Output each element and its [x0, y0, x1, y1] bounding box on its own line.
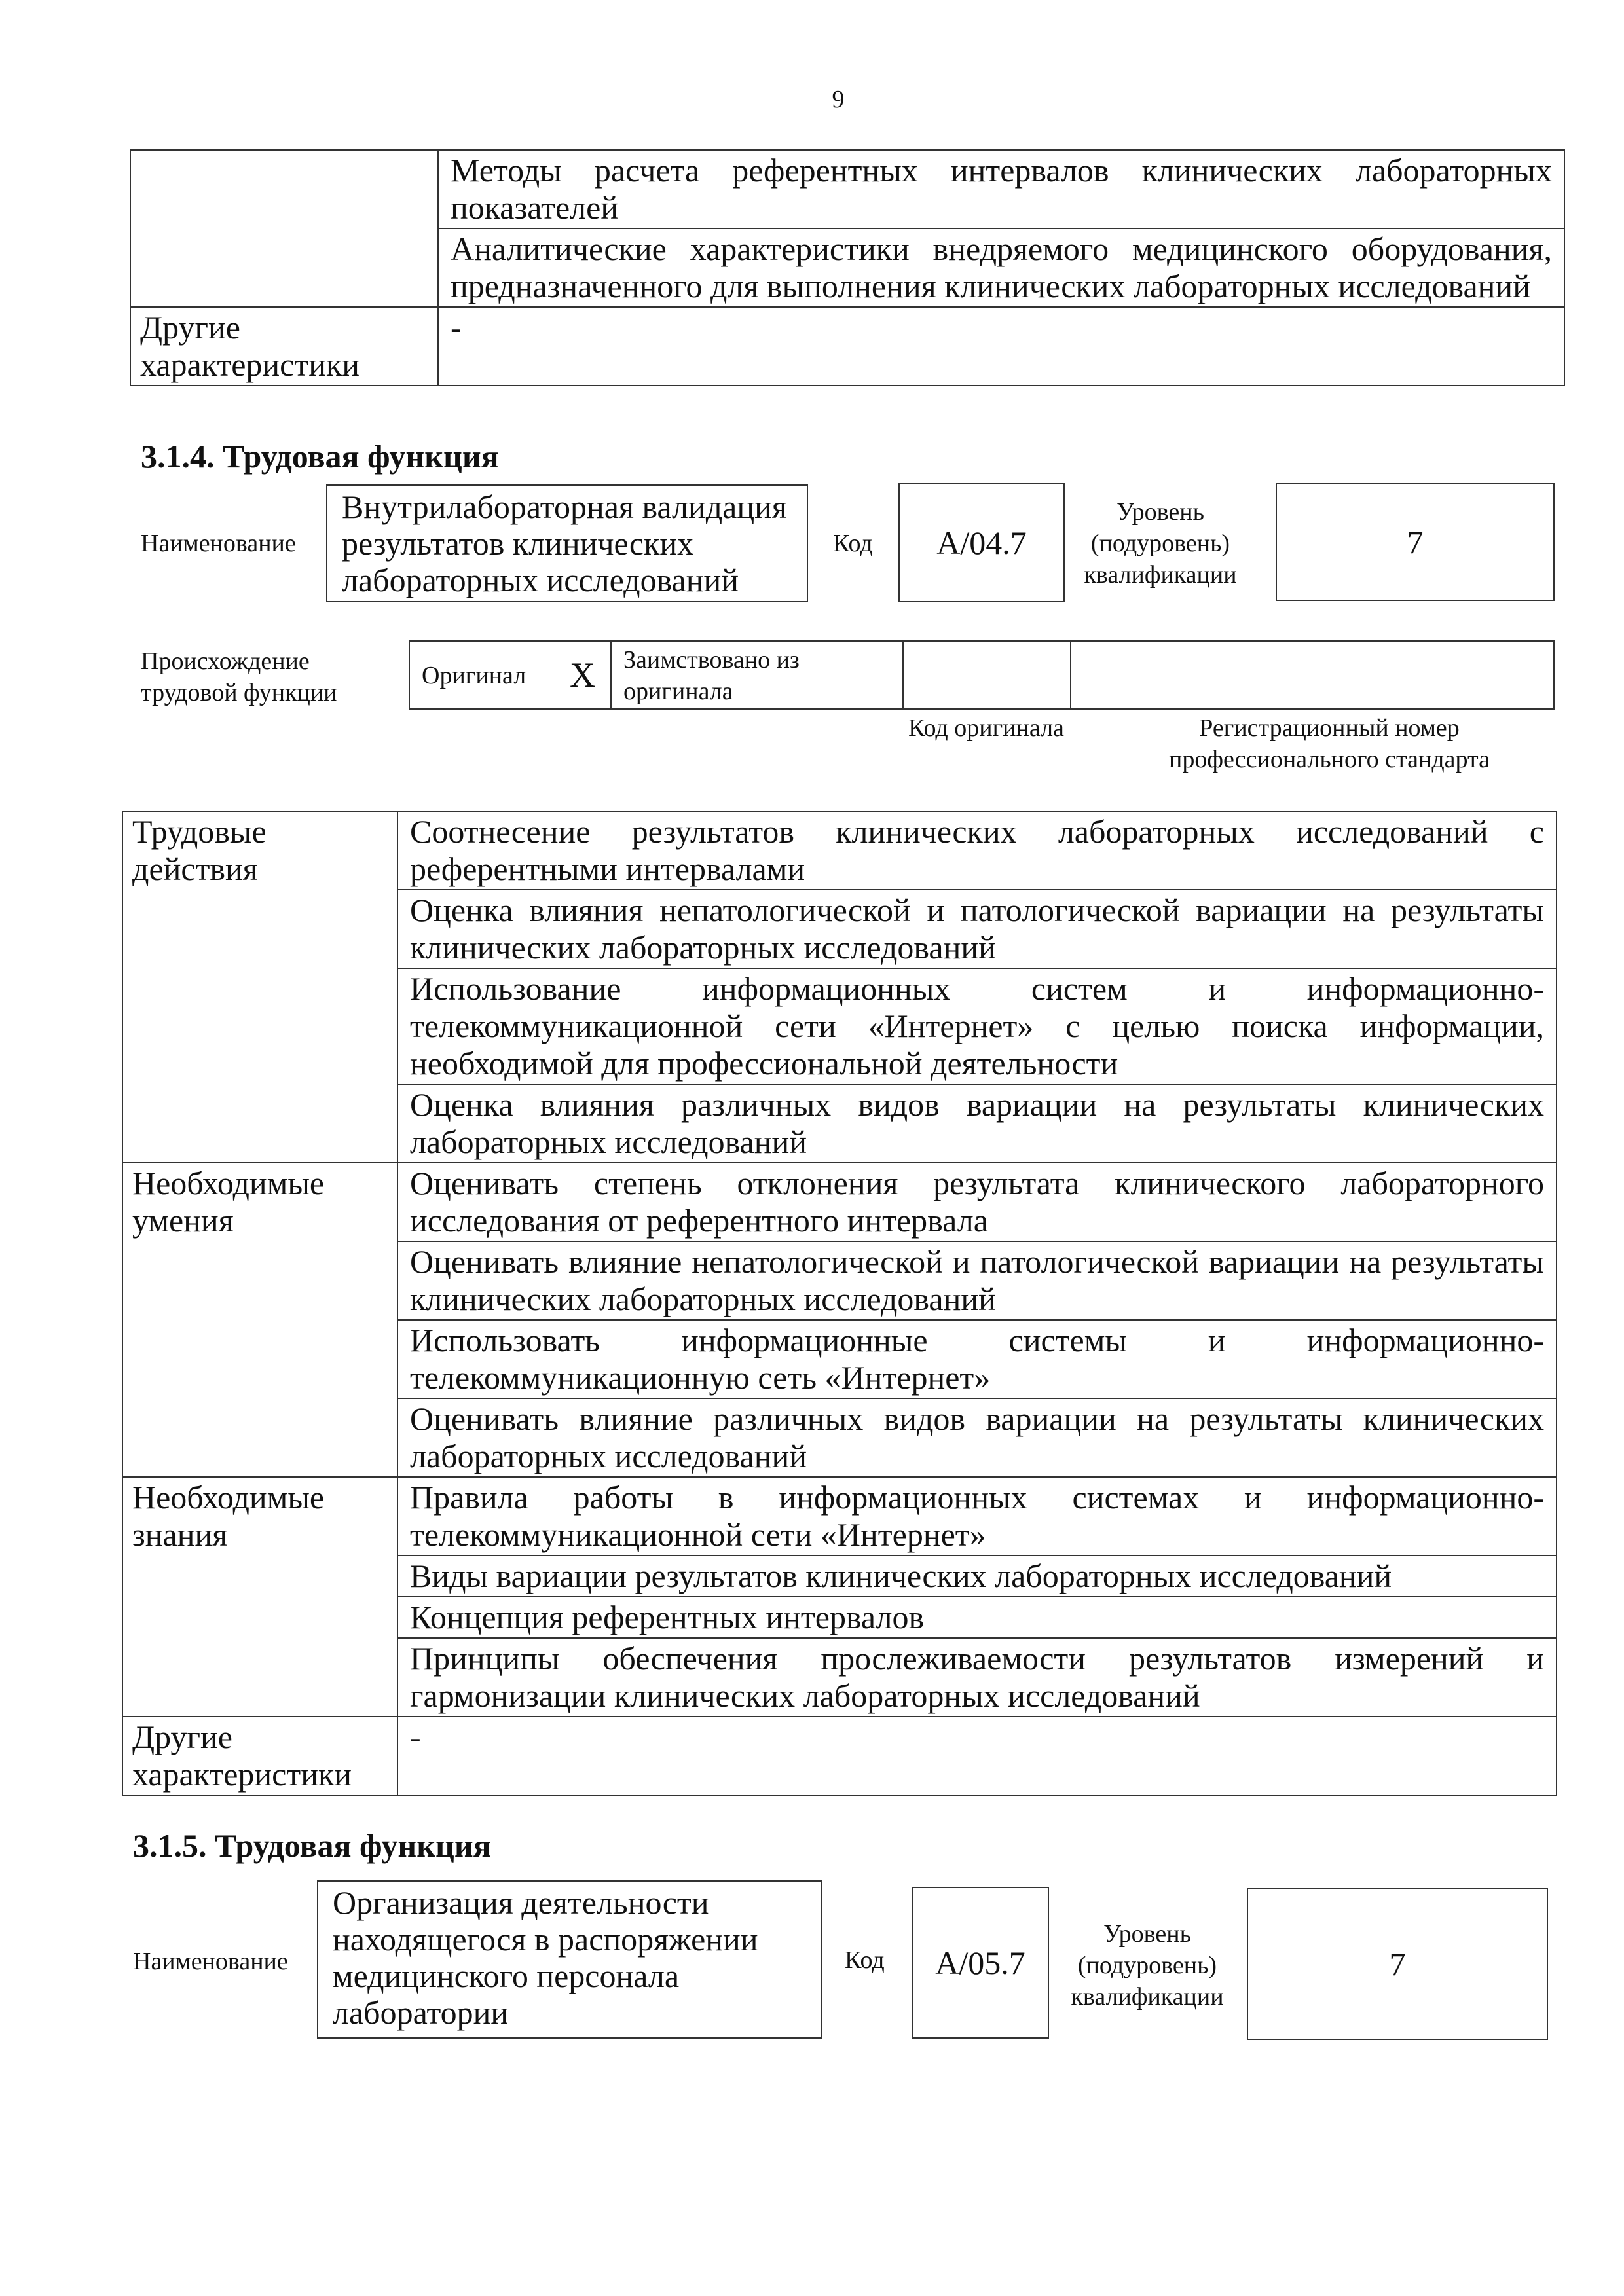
row-label-other: Другие характеристики — [122, 1717, 397, 1795]
borrowed-label: Заимствовано из оригинала — [623, 646, 800, 705]
section-heading-315: 3.1.5. Трудовая функция — [133, 1827, 491, 1864]
page-number: 9 — [832, 86, 845, 113]
level-label: Уровень (подуровень) квалификации — [1071, 1920, 1224, 2011]
table-cell: Принципы обеспечения прослеживаемости результатов измерений и гармонизации клинических лабораторных исследований — [397, 1638, 1557, 1717]
main-table — [122, 811, 1557, 1796]
top-table-cell: Методы расчета референтных интервалов клинических лабораторных показателей — [438, 150, 1564, 228]
table-cell: Оценивать влияние различных видов вариации на результаты клинических лабораторных исследований — [397, 1398, 1557, 1477]
function-name-box: Внутрилабораторная валидация результатов клинических лабораторных исследований — [326, 484, 808, 602]
table-cell: Виды вариации результатов клинических лабораторных исследований — [397, 1556, 1557, 1597]
origin-label: Происхождение трудовой функции — [141, 647, 337, 706]
table-cell: Оценивать степень отклонения результата клинического лабораторного исследования от референтного интервала — [397, 1163, 1557, 1241]
name-label: Наименование — [133, 1948, 288, 1975]
function-name-box: Организация деятельности находящегося в распоряжении медицинского персонала лаборатории — [317, 1880, 822, 2039]
original-label: Оригинал — [422, 662, 526, 689]
name-label: Наименование — [141, 530, 296, 557]
level-value: 7 — [1247, 1888, 1548, 2040]
row-label-knowledge: Необходимые знания — [122, 1477, 397, 1717]
table-cell: Концепция референтных интервалов — [397, 1597, 1557, 1638]
top-table-row-label — [130, 150, 438, 307]
table-cell: Соотнесение результатов клинических лабораторных исследований с референтными интервалами — [397, 811, 1557, 890]
code-value: А/04.7 — [898, 483, 1065, 602]
reg-number-label: Регистрационный номер профессионального стандарта — [1169, 714, 1490, 773]
origin-code-label: Код оригинала — [908, 714, 1064, 742]
top-table — [130, 149, 1565, 386]
table-cell: Правила работы в информационных системах и информационно-телекоммуникационной сети «Интернет» — [397, 1477, 1557, 1556]
original-mark: X — [570, 655, 595, 695]
code-label: Код — [833, 530, 873, 557]
table-cell: Оценка влияния различных видов вариации на результаты клинических лабораторных исследований — [397, 1084, 1557, 1163]
code-value: А/05.7 — [912, 1887, 1049, 2039]
table-cell: - — [397, 1717, 1557, 1795]
row-label-labor-actions: Трудовые действия — [122, 811, 397, 1163]
top-table-cell: Аналитические характеристики внедряемого медицинского оборудования, предназначенного для выполнения клинических лабораторных исследований — [438, 228, 1564, 307]
table-cell: Использование информационных систем и информационно-телекоммуникационной сети «Интернет» с целью поиска информации, необходимой для профессиональной деятельности — [397, 968, 1557, 1084]
row-label-skills: Необходимые умения — [122, 1163, 397, 1477]
origin-row — [409, 640, 1555, 710]
code-label: Код — [845, 1946, 885, 1974]
level-label: Уровень (подуровень) квалификации — [1084, 498, 1237, 589]
level-value: 7 — [1276, 483, 1555, 601]
table-cell: Оценка влияния непатологической и патологической вариации на результаты клинических лабораторных исследований — [397, 890, 1557, 968]
table-cell: Оценивать влияние непатологической и патологической вариации на результаты клинических лабораторных исследований — [397, 1241, 1557, 1320]
top-table-cell: - — [438, 307, 1564, 386]
section-heading-314: 3.1.4. Трудовая функция — [141, 438, 499, 475]
top-table-row-label: Другие характеристики — [130, 307, 438, 386]
table-cell: Использовать информационные системы и информационно-телекоммуникационную сеть «Интернет» — [397, 1320, 1557, 1398]
